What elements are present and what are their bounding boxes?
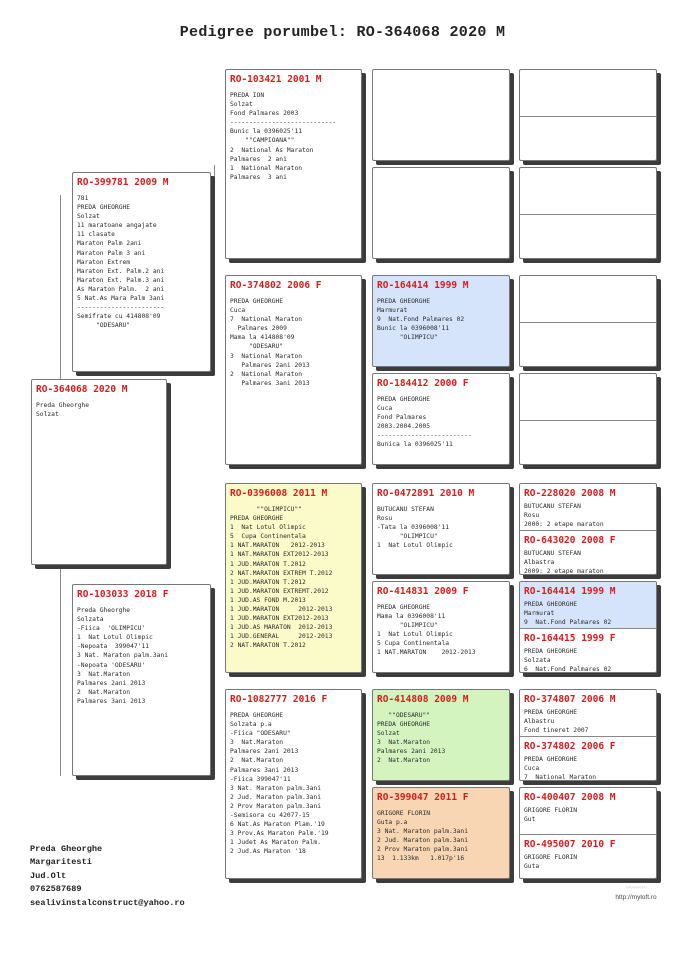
owner-name: Preda Gheorghe <box>30 844 103 854</box>
connector-sire-grandparents <box>214 165 215 375</box>
sire-details: 781 PREDA GHEORGHE Solzat 11 maratoane angajate 11 clasate Maraton Palm 2ani Maraton Palm 3 ani Maraton Extrem Maraton Ext. Palm.2 ani Maraton Ext. Palm.3 ani As Maraton Palm. 2 ani 5 Nat.As Mara Palm 3ani ----------------------- Semifrate cu 414808'09 "ODESARU" <box>77 195 165 330</box>
dam-sire-ring: RO-0396008 2011 M <box>230 488 328 499</box>
empty-card-sss <box>372 69 510 161</box>
sire-dam-sire-ring: RO-164414 1999 M <box>377 280 469 291</box>
sire-ring: RO-399781 2009 M <box>77 177 169 188</box>
sire-sire-details: PREDA ION Solzat Fond Palmares 2003 ---------------------------- Bunic la 0396025'11 ""CAMPIOANA"" 2 National As Maraton Palmares 2 ani 1 National Maraton Palmares 3 ani <box>230 92 337 181</box>
dam-sire-dam-ring: RO-414831 2009 F <box>377 586 469 597</box>
dam-sire-sire-card[interactable] <box>372 483 510 575</box>
connector-subject-sire <box>60 195 61 379</box>
connector-dam-grandparents <box>214 622 215 762</box>
g5-card-8[interactable]: RO-495007 2010 F GRIGORE FLORIN Guta <box>520 834 656 879</box>
dam-dam-sire-card[interactable] <box>372 689 510 781</box>
subject-ring: RO-364068 2020 M <box>36 384 128 395</box>
owner-email[interactable]: sealivinstalconstruct@yahoo.ro <box>30 897 185 908</box>
owner-locality: Margaritesti <box>30 857 92 868</box>
g5-pair-2 <box>519 581 657 673</box>
dam-sire-dam-details: PREDA GHEORGHE Mama la 0396008'11 "OLIMPICU" 1 Nat Lotul Olimpic 5 Cupa Continentala 1 NAT.MARATON 2012-2013 <box>377 604 476 657</box>
sire-card[interactable] <box>72 172 211 372</box>
owner-phone: 0762587689 <box>30 884 82 895</box>
empty-card-ssd <box>372 167 510 259</box>
sire-dam-card[interactable] <box>225 275 362 465</box>
g5-card-1[interactable]: RO-228020 2008 M BUTUCANU STEFAN Rosu 2000: 2 etape maraton <box>524 488 616 529</box>
sire-dam-details: PREDA GHEORGHE Cuca 7 National Maraton Palmares 2009 Mama la 414808'09 "ODESARU" 3 National Maraton Palmares 2ani 2013 2 National Maraton Palmares 3ani 2013 <box>230 298 310 387</box>
dam-dam-dam-ring: RO-399047 2011 F <box>377 792 469 803</box>
empty-card-g5-1 <box>519 69 657 161</box>
g5-card-4[interactable]: RO-164415 1999 F PREDA GHEORGHE Solzata 6 Nat.Fond Palmares 02 <box>520 628 656 673</box>
dam-card[interactable] <box>72 584 211 776</box>
empty-card-g5-4 <box>519 373 657 465</box>
sire-dam-dam-ring: RO-184412 2000 F <box>377 378 469 389</box>
owner-contact <box>30 843 185 910</box>
dam-sire-sire-details: BUTUCANU STEFAN Rosu -Tata la 0396008'11 "OLIMPICU" 1 Nat Lotul Olimpic <box>377 506 453 550</box>
dam-dam-sire-details: ""ODESARU"" PREDA GHEORGHE Solzat 3 Nat.Maraton Palmares 2ani 2013 2 Nat.Maraton <box>377 712 446 765</box>
g5-pair-4 <box>519 787 657 879</box>
watermark <box>606 883 666 901</box>
watermark-url[interactable]: http://myloft.ro <box>615 894 657 901</box>
g5-card-2[interactable]: RO-643020 2008 F BUTUCANU STEFAN Albastra 2009: 2 etape maraton <box>520 530 656 575</box>
dam-dam-dam-details: GRIGORE FLORIN Guta p.a 3 Nat. Maraton palm.3ani 2 Jud. Maraton palm.3ani 2 Prov Maraton palm.3ani 13 1.133km 1.017p'16 <box>377 810 468 863</box>
dam-ring: RO-103033 2018 F <box>77 589 169 600</box>
dam-sire-card[interactable] <box>225 483 362 673</box>
dam-details: Preda Gheorghe Solzata -Fiica 'OLIMPICU' 1 Nat Lotul Olimpic -Nepoata 399047'11 3 Nat. Maraton palm.3ani -Nepoata 'ODESARU' 3 Nat.Maraton Palmares 2ani 2013 2 Nat.Maraton Palmares 3ani 2013 <box>77 607 168 705</box>
sire-dam-sire-details: PREDA GHEORGHE Marmurat 9 Nat.Fond Palmares 02 Bunic la 0396008'11 "OLIMPICU" <box>377 298 465 342</box>
empty-card-g5-3 <box>519 275 657 367</box>
dam-sire-dam-card[interactable] <box>372 581 510 673</box>
sire-dam-dam-details: PREDA GHEORGHE Cuca Fond Palmares 2003.2004.2005 ------------------------- Bunica la 0396025'11 <box>377 396 472 449</box>
page-title: Pedigree porumbel: RO-364068 2020 M <box>179 24 506 41</box>
dam-dam-dam-card[interactable] <box>372 787 510 879</box>
g5-card-5[interactable]: RO-374807 2006 M PREDA GHEORGHE Albastru Fond tineret 2007 <box>524 694 616 735</box>
connector-subject-dam <box>60 566 61 776</box>
g5-card-7[interactable]: RO-400407 2008 M GRIGORE FLORIN Gut <box>524 792 616 824</box>
dam-dam-ring: RO-1082777 2016 F <box>230 694 328 705</box>
dam-dam-card[interactable] <box>225 689 362 879</box>
dam-sire-details: ""OLIMPICU"" PREDA GHEORGHE 1 Nat Lotul Olimpic 5 Cupa Continentala 1 NAT.MARATON 2012-2013 1 NAT.MARATON EXT2012-2013 1 JUD.MARATON T.2012 2 NAT.MARATON EXTREM T.2012 1 JUD.MARATON T.2012 1 JUD.MARATON EXTREMT.2012 1 JUD.AS FOND M.2013 1 JUD.MARATON 2012-2013 1 JUD.MARATON EXT2012-2013 1 JUD.AS MARATON 2012-2013 1 JUD.GENERAL 2012-2013 2 NAT.MARATON T.2012 <box>230 506 333 650</box>
g5-pair-1 <box>519 483 657 575</box>
sire-sire-card[interactable] <box>225 69 362 259</box>
g5-pair-3 <box>519 689 657 781</box>
sire-dam-dam-card[interactable] <box>372 373 510 465</box>
subject-details: Preda Gheorghe Solzat <box>36 402 90 419</box>
empty-card-g5-2 <box>519 167 657 259</box>
g5-card-6[interactable]: RO-374802 2006 F PREDA GHEORGHE Cuca 7 National Maraton <box>520 736 656 781</box>
sire-dam-ring: RO-374802 2006 F <box>230 280 322 291</box>
g5-card-3[interactable]: RO-164414 1999 M PREDA GHEORGHE Marmurat 9 Nat.Fond Palmares 02 <box>520 582 656 628</box>
sire-dam-sire-card[interactable] <box>372 275 510 367</box>
owner-county: Jud.Olt <box>30 870 67 881</box>
subject-card[interactable] <box>31 379 167 565</box>
sire-sire-ring: RO-103421 2001 M <box>230 74 322 85</box>
dam-sire-sire-ring: RO-0472891 2010 M <box>377 488 475 499</box>
watermark-signature-icon: 〰〰〰 <box>625 884 647 892</box>
dam-dam-details: PREDA GHEORGHE Solzata p.a -Fiica "ODESARU" 3 Nat.Maraton Palmares 2ani 2013 2 Nat.Maraton Palmares 3ani 2013 -Fiica 399047'11 3 Nat. Maraton palm.3ani 2 Jud. Maraton palm.3ani 2 Prov Maraton palm.3ani -Semisora cu 42077-15 6 Nat.As Maraton Plam.'19 3 Prov.As Maraton Palm.'19 1 Judet As Maraton Palm. 2 Jud.As Maraton '18 <box>230 712 329 856</box>
dam-dam-sire-ring: RO-414808 2009 M <box>377 694 469 705</box>
